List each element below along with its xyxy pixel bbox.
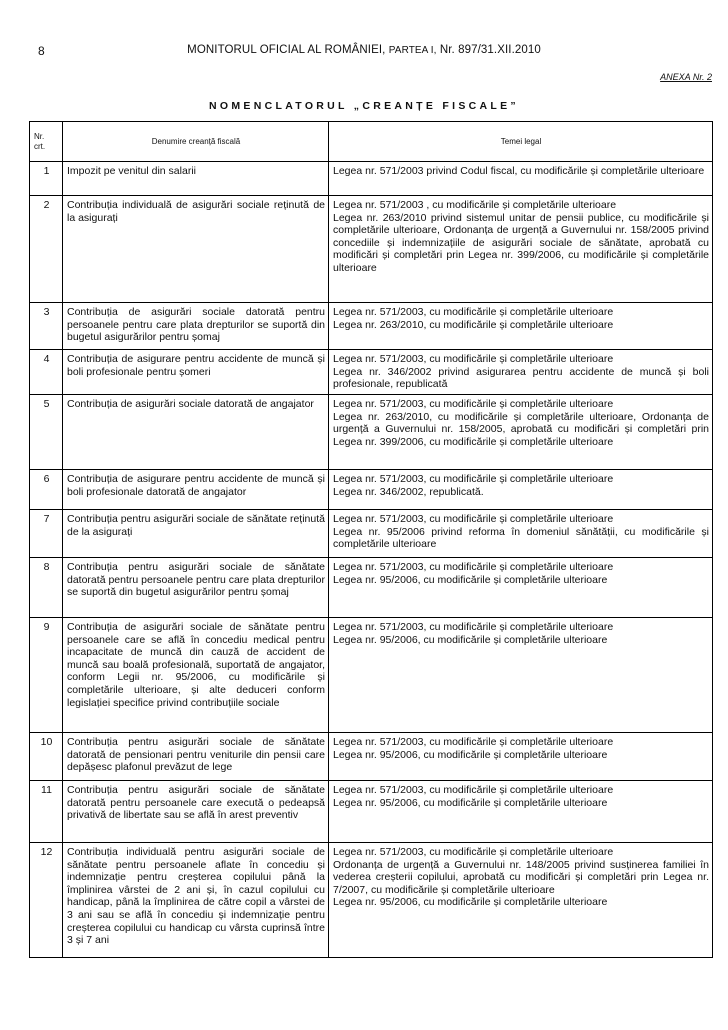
table-row [30, 510, 713, 558]
row-denumire: Contribuția pentru asigurări sociale de sănătate datorată de pensionari pentru veniturile din pensii care depășesc plafonul prevăzut de lege [63, 733, 329, 781]
annex-label: ANEXA Nr. 2 [660, 72, 712, 82]
table-row [30, 350, 713, 395]
table-row [30, 618, 713, 733]
masthead [0, 44, 728, 56]
nomenclature-table [29, 121, 713, 958]
row-temei: Legea nr. 571/2003, cu modificările și completările ulterioare Legea nr. 95/2006 privind reforma în domeniul sănătății, cu modificările și completările ulterioare [329, 510, 713, 558]
column-header-denumire: Denumire creanță fiscală [63, 122, 329, 162]
row-number: 1 [30, 162, 63, 196]
row-number: 8 [30, 558, 63, 618]
table-row [30, 781, 713, 843]
row-denumire: Contribuția pentru asigurări sociale de sănătate datorată pentru persoanele pentru care plata drepturilor se suportă din bugetul asigurărilor pentru șomaj [63, 558, 329, 618]
row-number: 12 [30, 843, 63, 958]
table-row [30, 733, 713, 781]
row-denumire: Contribuția de asigurări sociale datorată de angajator [63, 395, 329, 470]
row-denumire: Contribuția de asigurare pentru accidente de muncă și boli profesionale pentru șomeri [63, 350, 329, 395]
row-temei: Legea nr. 571/2003 privind Codul fiscal, cu modificările și completările ulterioare [329, 162, 713, 196]
row-temei: Legea nr. 571/2003, cu modificările și completările ulterioare Legea nr. 95/2006, cu modificările și completările ulterioare [329, 781, 713, 843]
row-number: 11 [30, 781, 63, 843]
column-header-temei: Temei legal [329, 122, 713, 162]
row-denumire: Contribuția de asigurări sociale de sănătate pentru persoanele care se află în concediu medical pentru incapacitate de muncă din cauză de accident de muncă sau boală profesională, suportată de angajator, conform Legii nr. 95/2006, cu modificările și completările ulterioare, și alte deduceri conform legislației specifice privind contribuțiile sociale [63, 618, 329, 733]
row-temei: Legea nr. 571/2003, cu modificările și completările ulterioare Legea nr. 95/2006, cu modificările și completările ulterioare [329, 618, 713, 733]
row-denumire: Impozit pe venitul din salarii [63, 162, 329, 196]
row-temei: Legea nr. 571/2003, cu modificările și completările ulterioare Ordonanța de urgență a Guvernului nr. 148/2005 privind susținerea familiei în vederea creșterii copilului, aprobată cu modificări și completări prin Legea nr. 7/2007, cu modificările și completările ulterioare Legea nr. 95/2006, cu modificările și completările ulterioare [329, 843, 713, 958]
document-title: NOMENCLATORUL „CREANȚE FISCALE” [209, 100, 519, 112]
publication-part: PARTEA I, [388, 45, 437, 56]
row-temei: Legea nr. 571/2003 , cu modificările și completările ulterioare Legea nr. 263/2010 privind sistemul unitar de pensii publice, cu modificările și completările ulterioare, Ordonanța de urgență a Guvernului nr. 158/2005 privind concediile și indemnizațiile de asigurări sociale de sănătate, aprobată cu modificări și completări prin Legea nr. 399/2006, cu modificările și completările ulterioare [329, 196, 713, 303]
row-denumire: Contribuția pentru asigurări sociale de sănătate reținută de la asigurați [63, 510, 329, 558]
row-number: 4 [30, 350, 63, 395]
row-temei: Legea nr. 571/2003, cu modificările și completările ulterioare Legea nr. 346/2002 privind asigurarea pentru accidente de muncă și boli profesionale, republicată [329, 350, 713, 395]
page-number: 8 [38, 44, 45, 58]
row-number: 7 [30, 510, 63, 558]
publication-name: MONITORUL OFICIAL AL ROMÂNIEI, [187, 44, 386, 56]
row-temei: Legea nr. 571/2003, cu modificările și completările ulterioare Legea nr. 95/2006, cu modificările și completările ulterioare [329, 733, 713, 781]
row-temei: Legea nr. 571/2003, cu modificările și completările ulterioare Legea nr. 263/2010, cu modificările și completările ulterioare [329, 303, 713, 350]
row-denumire: Contribuția de asigurări sociale datorată pentru persoanele pentru care plata drepturilor se suportă din bugetul asigurărilor pentru șomaj [63, 303, 329, 350]
row-temei: Legea nr. 571/2003, cu modificările și completările ulterioare Legea nr. 263/2010, cu modificările și completările ulterioare, Ordonanța de urgență a Guvernului nr. 158/2005, aprobată cu modificări și completări prin Legea nr. 399/2006, cu modificările și completările ulterioare [329, 395, 713, 470]
table-row [30, 470, 713, 510]
row-number: 3 [30, 303, 63, 350]
table-row [30, 303, 713, 350]
table-row [30, 196, 713, 303]
row-number: 6 [30, 470, 63, 510]
table-row [30, 843, 713, 958]
row-number: 2 [30, 196, 63, 303]
row-denumire: Contribuția individuală pentru asigurări sociale de sănătate pentru persoanele aflate în concediu și indemnizație pentru creșterea copilului până la împlinirea vârstei de 2 ani și, în cazul copilului cu handicap, până la împlinirea de către copil a vârstei de 3 ani sau se află în concediu și indemnizație pentru creșterea copilului cu handicap cu vârsta cuprinsă între 3 și 7 ani [63, 843, 329, 958]
table-header-row [30, 122, 713, 162]
row-number: 9 [30, 618, 63, 733]
row-temei: Legea nr. 571/2003, cu modificările și completările ulterioare Legea nr. 346/2002, republicată. [329, 470, 713, 510]
row-denumire: Contribuția de asigurare pentru accidente de muncă și boli profesionale datorată de angajator [63, 470, 329, 510]
table-row [30, 395, 713, 470]
table-row [30, 558, 713, 618]
table-row [30, 162, 713, 196]
publication-issue: Nr. 897/31.XII.2010 [439, 44, 541, 56]
row-denumire: Contribuția pentru asigurări sociale de sănătate datorată pentru persoanele care execută o pedeapsă privativă de libertate sau se află în arest preventiv [63, 781, 329, 843]
row-number: 5 [30, 395, 63, 470]
column-header-nr: Nr. crt. [30, 122, 63, 162]
row-denumire: Contribuția individuală de asigurări sociale reținută de la asigurați [63, 196, 329, 303]
row-temei: Legea nr. 571/2003, cu modificările și completările ulterioare Legea nr. 95/2006, cu modificările și completările ulterioare [329, 558, 713, 618]
row-number: 10 [30, 733, 63, 781]
